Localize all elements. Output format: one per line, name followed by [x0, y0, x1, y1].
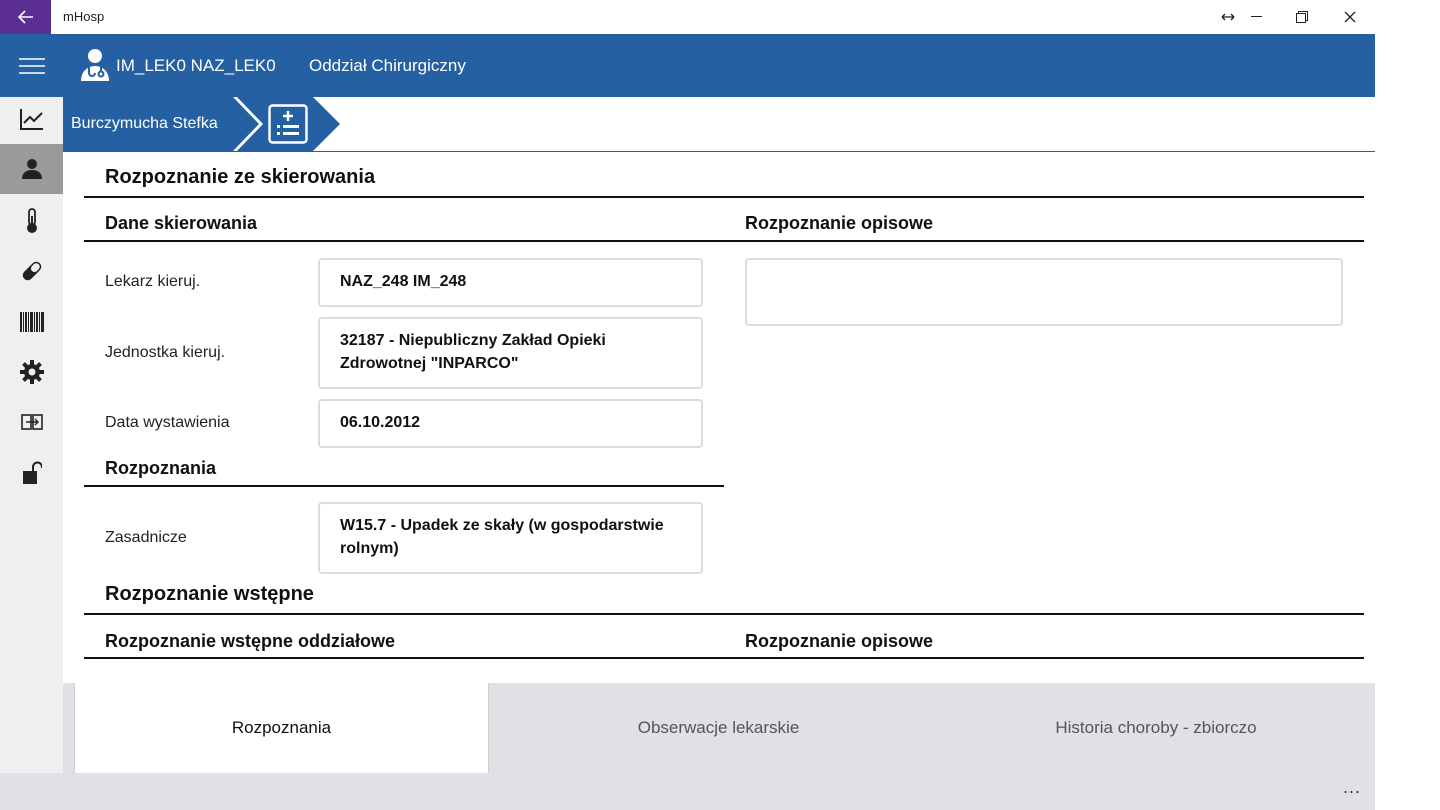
- divider: [84, 240, 724, 242]
- hamburger-menu-button[interactable]: [0, 34, 63, 97]
- navigation-rail: [0, 34, 63, 810]
- doctor-icon: [77, 47, 113, 83]
- switch-icon: [21, 414, 43, 430]
- rail-item-chart[interactable]: [0, 94, 63, 144]
- close-button[interactable]: [1327, 0, 1373, 34]
- chart-icon: [20, 108, 44, 130]
- diagnoses-title: Rozpoznania: [105, 458, 216, 478]
- divider: [84, 196, 1364, 198]
- breadcrumb: [63, 97, 1375, 152]
- tab-medical-observations[interactable]: Obserwacje lekarskie: [637, 718, 800, 737]
- referral-descriptive-field[interactable]: [745, 258, 1343, 326]
- unlock-icon: [22, 461, 42, 485]
- referring-unit-label: Jednostka kieruj.: [105, 344, 226, 361]
- referral-section-title: Rozpoznanie ze skierowania: [105, 166, 376, 188]
- rail-item-barcode[interactable]: [0, 297, 63, 347]
- patient-icon: [21, 158, 43, 180]
- medical-record-icon: [268, 104, 308, 144]
- tab-diagnoses[interactable]: Rozpoznania: [74, 683, 489, 773]
- back-button[interactable]: [0, 0, 51, 34]
- divider: [724, 240, 1364, 242]
- rail-item-patient[interactable]: [0, 144, 63, 194]
- referring-doctor-field[interactable]: NAZ_248 IM_248: [318, 258, 703, 307]
- rail-item-thermometer[interactable]: [0, 196, 63, 246]
- rail-item-lock[interactable]: [0, 448, 63, 498]
- divider: [84, 485, 724, 487]
- bottom-tabs: [63, 683, 1375, 773]
- referring-unit-field[interactable]: 32187 - Niepubliczny Zakład Opieki Zdrowotnej "INPARCO": [318, 317, 703, 389]
- barcode-icon: [20, 312, 44, 332]
- pill-icon: [19, 258, 45, 284]
- minimize-icon: [1251, 16, 1262, 18]
- rail-item-switch[interactable]: [0, 397, 63, 447]
- app-title: mHosp: [63, 9, 105, 24]
- hamburger-icon: [19, 58, 45, 74]
- header-bar: [63, 34, 1375, 97]
- back-arrow-icon: [18, 10, 34, 24]
- initial-ward-diagnosis-title: Rozpoznanie wstępne oddziałowe: [105, 631, 396, 651]
- title-bar: [0, 0, 1440, 34]
- referral-data-title: Dane skierowania: [105, 213, 258, 233]
- issue-date-label: Data wystawienia: [105, 414, 230, 431]
- descriptive-title: Rozpoznanie opisowe: [745, 213, 934, 233]
- more-options-button[interactable]: ...: [1342, 777, 1361, 797]
- rail-item-medications[interactable]: [0, 246, 63, 296]
- restore-icon: [1296, 11, 1308, 23]
- divider: [84, 613, 1364, 615]
- minimize-button[interactable]: [1233, 0, 1279, 34]
- close-icon: [1344, 11, 1356, 23]
- restore-button[interactable]: [1279, 0, 1325, 34]
- doctor-name[interactable]: IM_LEK0 NAZ_LEK0: [116, 56, 276, 75]
- tab-medical-history-summary[interactable]: Historia choroby - zbiorczo: [1055, 718, 1257, 737]
- diagnosis-content: [63, 152, 1375, 683]
- rail-item-settings[interactable]: [0, 347, 63, 397]
- main-diagnosis-label: Zasadnicze: [105, 529, 187, 546]
- thermometer-icon: [25, 208, 39, 234]
- referring-doctor-label: Lekarz kieruj.: [105, 273, 201, 290]
- breadcrumb-patient-name[interactable]: Burczymucha Stefka: [71, 115, 218, 132]
- divider: [84, 657, 1364, 659]
- main-diagnosis-field[interactable]: W15.7 - Upadek ze skały (w gospodarstwie rolnym): [318, 502, 703, 574]
- issue-date-field[interactable]: 06.10.2012: [318, 399, 703, 448]
- initial-descriptive-title: Rozpoznanie opisowe: [745, 631, 934, 651]
- gear-icon: [20, 360, 44, 384]
- initial-diagnosis-title: Rozpoznanie wstępne: [105, 583, 314, 605]
- ward-name[interactable]: Oddział Chirurgiczny: [309, 56, 466, 75]
- app-bar: [0, 773, 1375, 810]
- right-margin: [1375, 34, 1440, 810]
